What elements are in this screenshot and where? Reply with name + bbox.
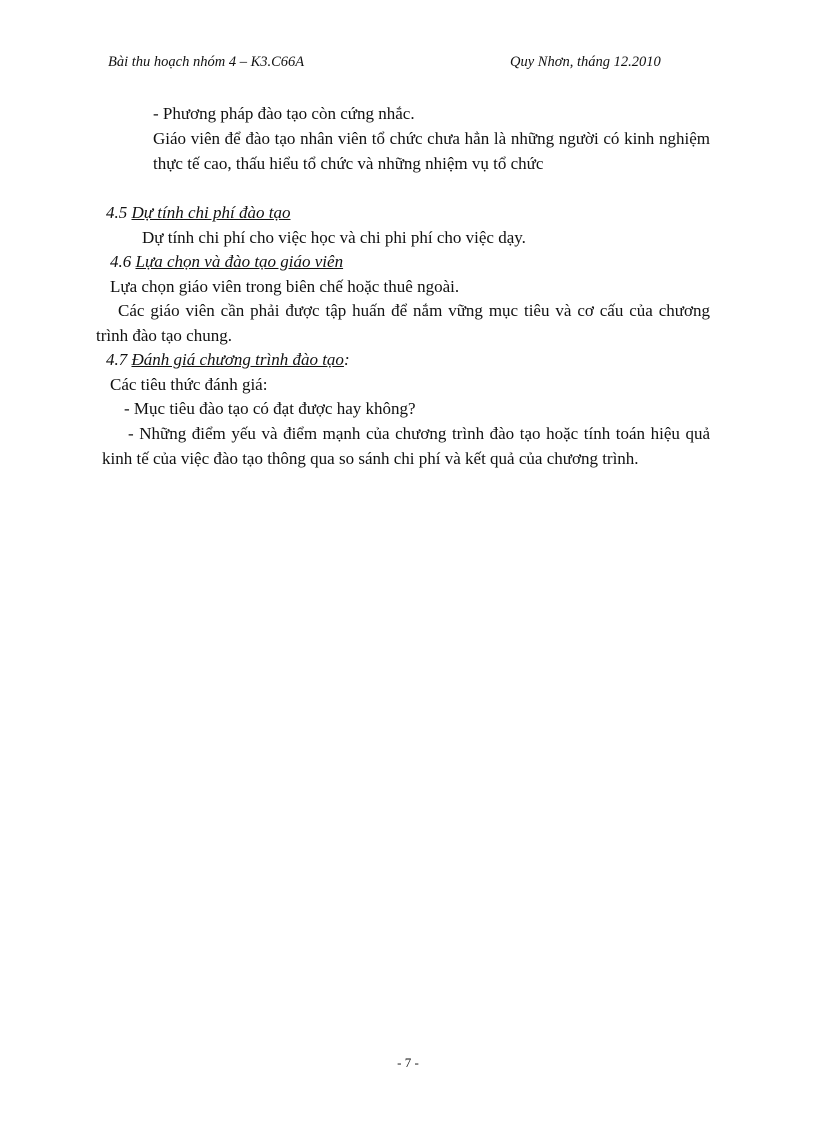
list-item: - Mục tiêu đào tạo có đạt được hay không? [124, 399, 416, 418]
section-heading-4-5 [106, 201, 290, 226]
heading-number: 4.7 [106, 350, 132, 369]
heading-number: 4.6 [110, 252, 136, 271]
paragraph: Các tiêu thức đánh giá: [110, 375, 268, 394]
heading-title: Lựa chọn và đào tạo giáo viên [135, 252, 344, 271]
paragraph: Các giáo viên cần phải được tập huấn để nắm vững mục tiêu và cơ cấu của chương trình đào tạo chung. [96, 301, 710, 345]
heading-colon: : [343, 350, 350, 369]
section-heading-4-7 [106, 348, 350, 373]
paragraph: - Những điểm yếu và điểm mạnh của chương trình đào tạo hoặc tính toán hiệu quả kinh tế của việc đào tạo thông qua so sánh chi phí và kết quả của chương trình. [102, 424, 710, 468]
header-right: Quy Nhơn, tháng 12.2010 [510, 54, 661, 70]
page-number: - 7 - [397, 1055, 419, 1070]
paragraph: Lựa chọn giáo viên trong biên chế hoặc thuê ngoài. [110, 277, 460, 296]
header-left: Bài thu hoạch nhóm 4 – K3.C66A [108, 54, 305, 70]
heading-number: 4.5 [106, 203, 132, 222]
heading-title: Dự tính chi phí đào tạo [131, 203, 291, 222]
paragraph: Giáo viên để đào tạo nhân viên tổ chức chưa hẳn là những người có kinh nghiệm thực tế cao, thấu hiểu tổ chức và những nhiệm vụ tổ chức [153, 129, 710, 173]
paragraph: Dự tính chi phí cho việc học và chi phi phí cho việc dạy. [142, 228, 526, 247]
section-heading-4-6 [110, 250, 343, 275]
list-item: - Phương pháp đào tạo còn cứng nhắc. [153, 104, 415, 123]
heading-title: Đánh giá chương trình đào tạo [131, 350, 344, 369]
